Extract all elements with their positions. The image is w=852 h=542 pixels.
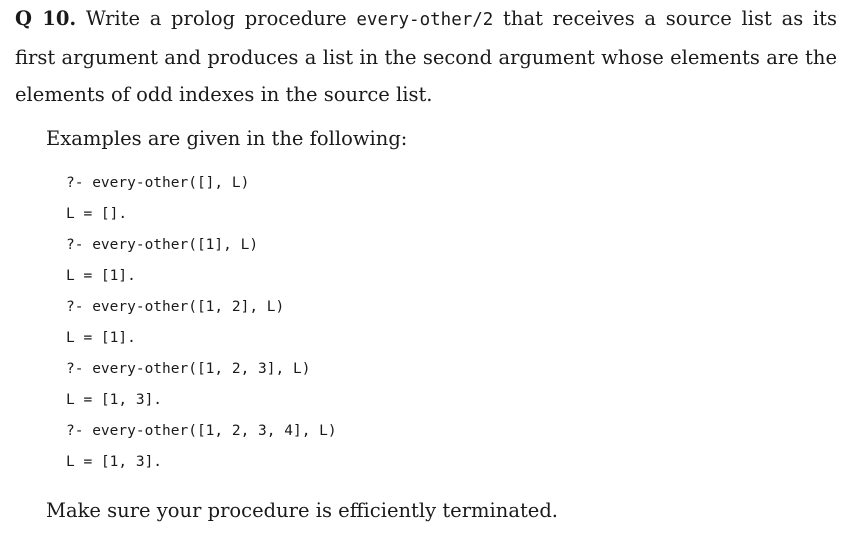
code-line: ?- every-other([1], L) — [66, 237, 259, 253]
question-number: Q 10. — [15, 7, 77, 30]
code-line: L = [1]. — [66, 330, 136, 346]
question-text-before: Write a prolog procedure — [76, 7, 357, 30]
code-line: ?- every-other([1, 2, 3], L) — [66, 361, 311, 377]
code-line: ?- every-other([1, 2], L) — [66, 299, 285, 315]
question-text-after: that receives a source list as its first argument and produces a list in the second argument whose elements are the elements of odd indexes in the source list. — [15, 7, 837, 106]
examples-intro: Examples are given in the following: — [46, 127, 408, 150]
code-line: ?- every-other([1, 2, 3, 4], L) — [66, 423, 337, 439]
code-examples — [66, 168, 337, 478]
code-line: ?- every-other([], L) — [66, 175, 250, 191]
footer-note: Make sure your procedure is efficiently terminated. — [46, 499, 558, 522]
code-line: L = []. — [66, 206, 128, 222]
code-line: L = [1, 3]. — [66, 392, 163, 408]
question-paragraph — [15, 0, 837, 113]
procedure-name: every-other/2 — [356, 10, 494, 30]
code-line: L = [1, 3]. — [66, 454, 163, 470]
code-line: L = [1]. — [66, 268, 136, 284]
